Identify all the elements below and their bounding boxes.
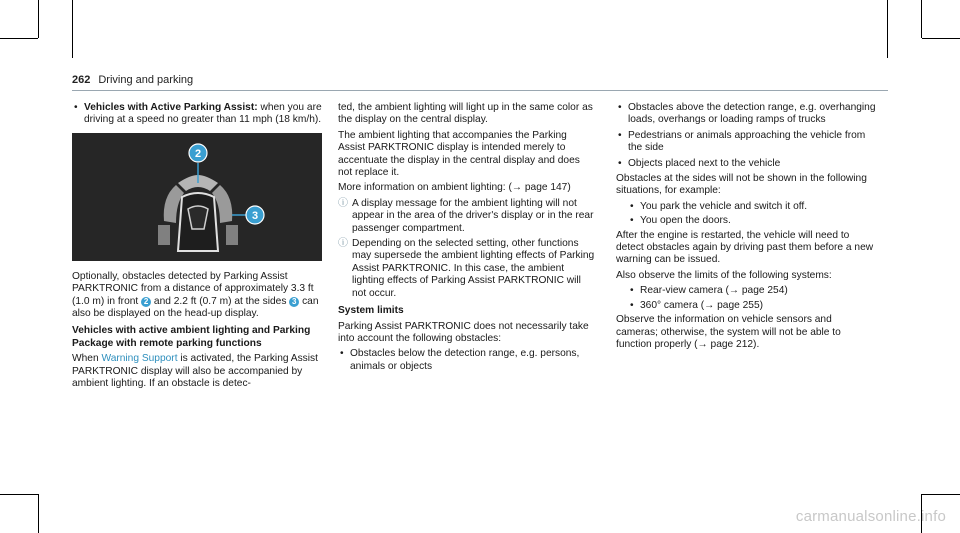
sensor-segment-left <box>158 225 170 245</box>
paragraph: More information on ambient lighting: (→ page 147) <box>338 182 571 194</box>
section-title: Driving and parking <box>98 74 194 86</box>
info-note <box>338 238 596 300</box>
bullet-text: when you are driving at a speed no greater than 11 mph (18 km/h). <box>84 102 322 126</box>
crop-mark <box>887 0 888 58</box>
section-heading: Vehicles with active ambient lighting and Parking Package with remote parking functions <box>72 325 311 349</box>
paragraph: ted, the ambient lighting will light up in the same color as the display on the central display. <box>338 102 593 126</box>
badge-2: 2 <box>141 297 151 307</box>
crop-mark <box>922 494 960 495</box>
list-item: • You open the doors. <box>628 215 876 227</box>
paragraph: The ambient lighting that accompanies the Parking Assist PARKTRONIC display is intended merely to accentuate the display in the central display and does not replace it. <box>338 129 580 179</box>
paragraph <box>72 271 322 321</box>
list-item <box>72 102 322 127</box>
parking-figure <box>72 133 322 261</box>
paragraph: Also observe the limits of the following systems: <box>616 269 832 281</box>
text: When <box>72 353 102 365</box>
crop-mark <box>921 0 922 38</box>
list-item: • 360° camera (→ page 255) <box>628 300 876 312</box>
crop-mark <box>38 0 39 38</box>
paragraph <box>72 353 322 390</box>
column-3 <box>616 102 876 354</box>
text: is activated, the Parking Assist PARKTRONIC display will also be accompanied by ambient lighting. If an obstacle is detec- <box>72 353 318 390</box>
parking-diagram <box>72 133 322 261</box>
list-item: • Rear-view camera (→ page 254) <box>628 285 876 297</box>
info-note <box>338 198 596 235</box>
crop-mark <box>0 38 38 39</box>
sensor-segment-right <box>226 225 238 245</box>
sub-list <box>616 285 876 312</box>
paragraph: Obstacles at the sides will not be shown in the following situations, for example: <box>616 173 867 197</box>
text: can also be displayed on the head-up display. <box>72 295 319 320</box>
list-item: • You park the vehicle and switch it off. <box>628 201 876 213</box>
note-text: Depending on the selected setting, other functions may supersede the ambient lighting effects of Parking Assist PARKTRONIC. In this case, the ambient lighting effects of Parking Assist PARKTRONIC will not occur. <box>352 238 595 299</box>
sub-list <box>616 201 876 228</box>
section-heading: System limits <box>338 305 404 317</box>
column-1 <box>72 102 322 393</box>
list-item: • Objects placed next to the vehicle <box>616 158 876 170</box>
crop-mark <box>72 0 73 58</box>
callout-label-3: 3 <box>251 209 259 222</box>
paragraph: Parking Assist PARKTRONIC does not necessarily take into account the following obstacles: <box>338 320 589 344</box>
page-header <box>72 74 193 86</box>
text: and 2.2 ft (0.7 m) at the sides <box>151 295 290 307</box>
info-icon: ⓘ <box>338 238 348 250</box>
car-windshield <box>188 206 208 229</box>
page-number: 262 <box>72 74 91 86</box>
bullet-title: Vehicles with Active Parking Assist: <box>84 102 258 113</box>
paragraph: After the engine is restarted, the vehicle will need to detect obstacles again by driving past them before a new warning can be issued. <box>616 229 874 266</box>
list-item: • Obstacles above the detection range, e.g. overhanging loads, overhangs or loading ramps of trucks <box>616 102 876 127</box>
crop-mark <box>0 494 38 495</box>
list-item: • Obstacles below the detection range, e.g. persons, animals or objects <box>338 348 596 373</box>
text: Optionally, obstacles detected by Parking Assist PARKTRONIC from a distance of approximately 3.3 ft (1.0 m) in front <box>72 270 314 307</box>
crop-mark <box>38 494 39 533</box>
badge-3: 3 <box>289 297 299 307</box>
note-text: A display message for the ambient lighting will not appear in the area of the driver's display or in the rear passenger compartment. <box>352 197 594 234</box>
column-2 <box>338 102 596 376</box>
warning-support-link[interactable]: Warning Support <box>101 353 178 365</box>
crop-mark <box>922 38 960 39</box>
watermark: carmanualsonline.info <box>795 508 946 525</box>
header-rule <box>72 90 888 91</box>
callout-label-2: 2 <box>194 147 202 160</box>
info-icon: ⓘ <box>338 197 348 209</box>
paragraph: Observe the information on vehicle sensors and cameras; otherwise, the system will not be able to function properly (→ page 212). <box>616 314 841 350</box>
list-item: • Pedestrians or animals approaching the vehicle from the side <box>616 130 876 155</box>
